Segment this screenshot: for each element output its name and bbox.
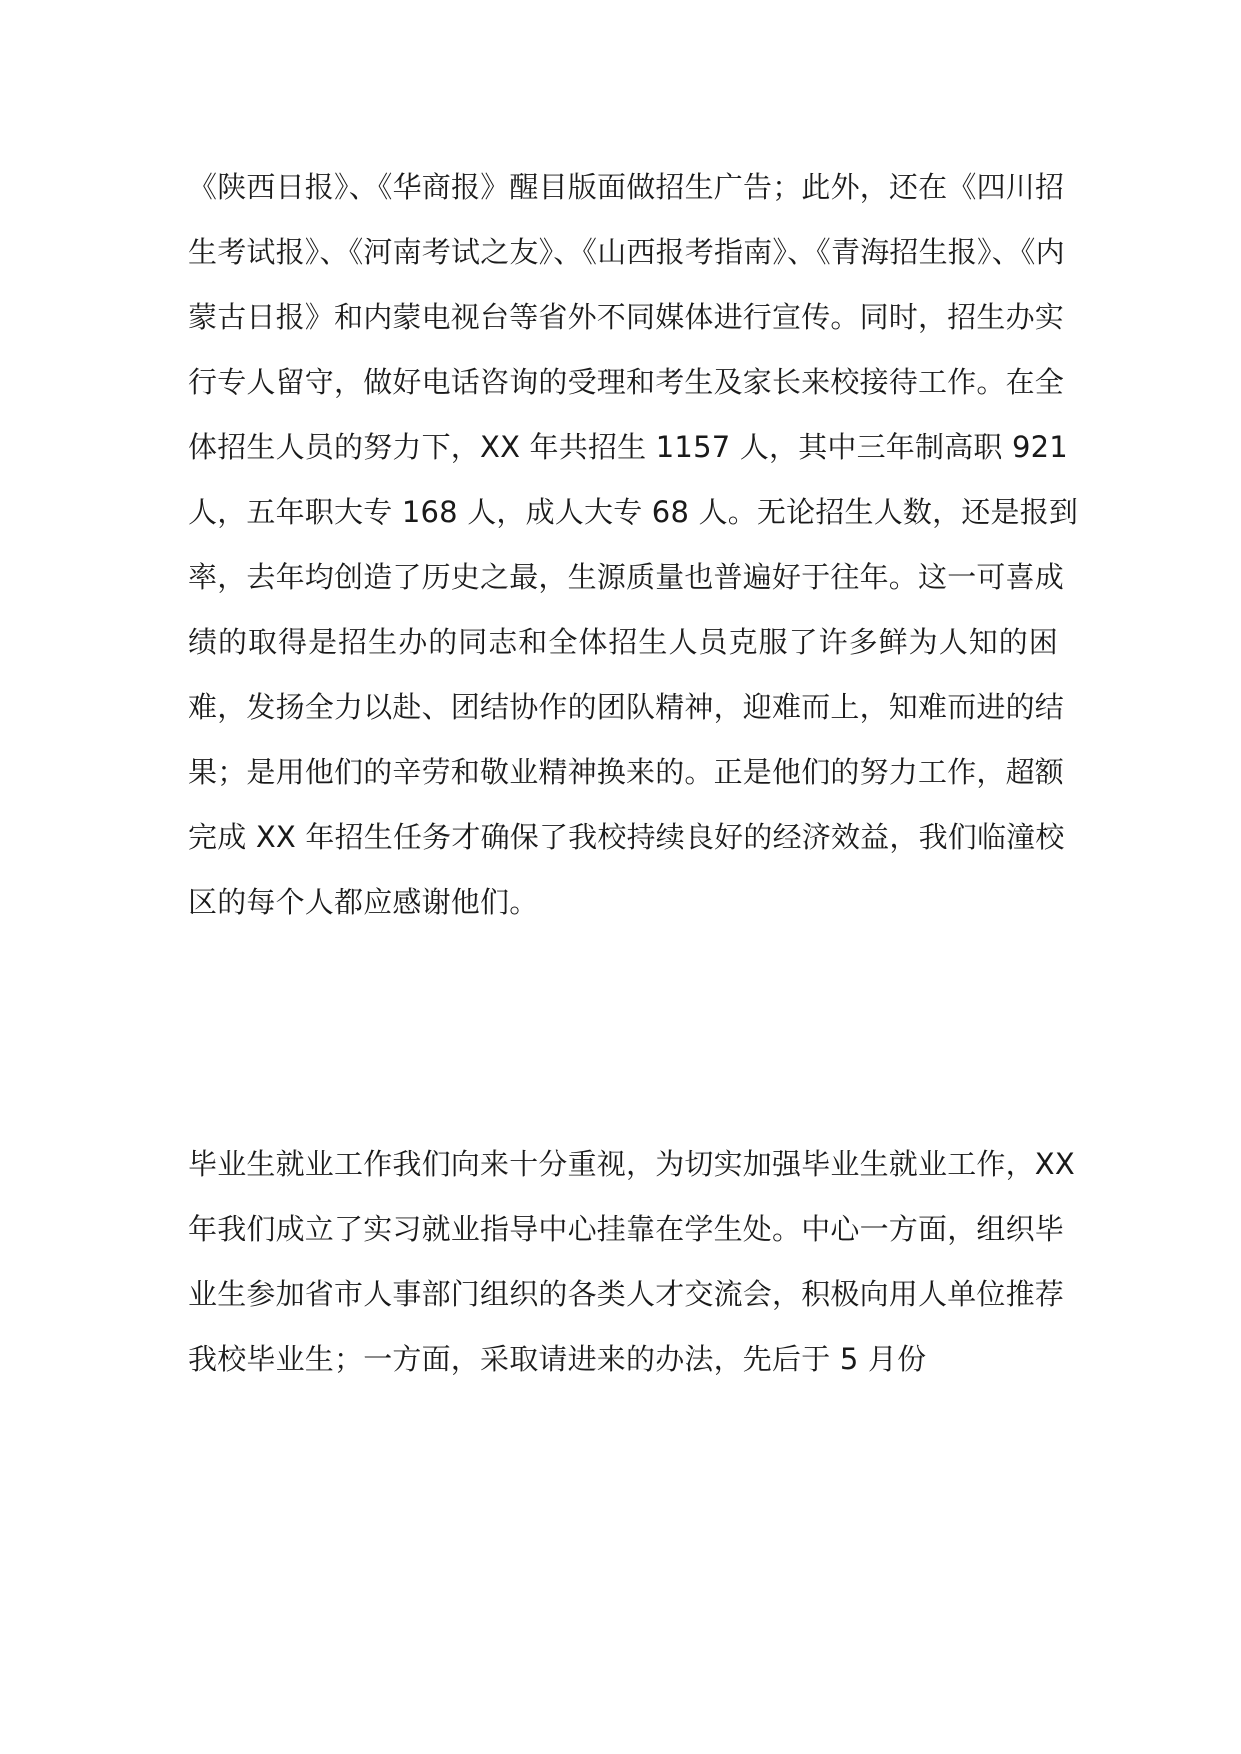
text-line: 我校毕业生；一方面，采取请进来的办法，先后于 5 月份	[188, 1342, 927, 1376]
text-line: 绩的取得是招生办的同志和全体招生人员克服了许多鲜为人知的困	[188, 625, 1058, 659]
text-line: 完成 XX 年招生任务才确保了我校持续良好的经济效益，我们临潼校	[188, 820, 1065, 854]
text-line: 业生参加省市人事部门组织的各类人才交流会，积极向用人单位推荐	[188, 1277, 1065, 1311]
text-line: 行专人留守，做好电话咨询的受理和考生及家长来校接待工作。在全	[188, 365, 1065, 399]
paragraph-enrollment	[188, 155, 1079, 935]
text-line: 区的每个人都应感谢他们。	[188, 885, 539, 919]
text-line: 率，去年均创造了历史之最，生源质量也普遍好于往年。这一可喜成	[188, 560, 1065, 594]
text-line: 人，五年职大专 168 人，成人大专 68 人。无论招生人数，还是报到	[188, 495, 1079, 529]
text-line: 难，发扬全力以赴、团结协作的团队精神，迎难而上，知难而进的结	[188, 690, 1065, 724]
paragraph-employment	[188, 1132, 1075, 1392]
text-line: 毕业生就业工作我们向来十分重视，为切实加强毕业生就业工作，XX	[188, 1147, 1075, 1181]
text-line: 体招生人员的努力下，XX 年共招生 1157 人，其中三年制高职 921	[188, 430, 1068, 464]
text-line: 果；是用他们的辛劳和敬业精神换来的。正是他们的努力工作，超额	[188, 755, 1065, 789]
text-line: 蒙古日报》和内蒙电视台等省外不同媒体进行宣传。同时，招生办实	[188, 300, 1065, 334]
text-line: 生考试报》、《河南考试之友》、《山西报考指南》、《青海招生报》、《内	[188, 235, 1065, 269]
text-line: 年我们成立了实习就业指导中心挂靠在学生处。中心一方面，组织毕	[188, 1212, 1065, 1246]
text-line: 《陕西日报》、《华商报》醒目版面做招生广告；此外，还在《四川招	[188, 170, 1065, 204]
